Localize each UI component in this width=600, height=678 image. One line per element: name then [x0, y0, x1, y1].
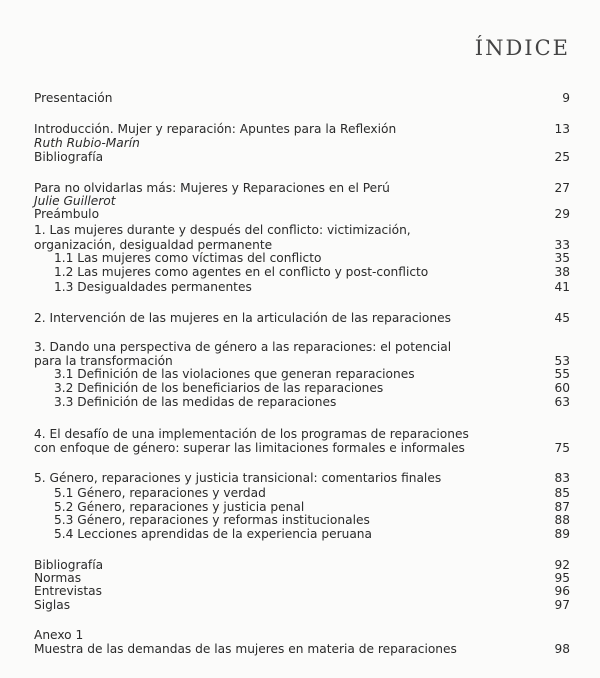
- toc-entry-title: Preámbulo: [34, 207, 100, 221]
- toc-entry-title: Entrevistas: [34, 584, 102, 598]
- toc-page-number: 45: [554, 311, 570, 325]
- toc-entry-title: 3.3 Definición de las medidas de reparaciones: [54, 395, 337, 409]
- toc-entry-title: 1.3 Desigualdades permanentes: [54, 280, 252, 294]
- toc-author: Ruth Rubio-Marín: [34, 136, 140, 150]
- toc-entry-title: 5.4 Lecciones aprendidas de la experiencia peruana: [54, 527, 372, 541]
- toc-page-number: 89: [554, 527, 570, 541]
- toc-page-number: 60: [554, 381, 570, 395]
- toc-entry: [34, 470, 570, 486]
- toc-page-number: 29: [554, 207, 570, 221]
- toc-entry: [34, 222, 570, 238]
- toc-entry-title: 5.1 Género, reparaciones y verdad: [54, 486, 266, 500]
- toc-page-number: 25: [554, 150, 570, 164]
- toc-page-number: 88: [554, 513, 570, 527]
- toc-entry-title: Muestra de las demandas de las mujeres en materia de reparaciones: [34, 642, 457, 656]
- toc-entry-title: Bibliografía: [34, 558, 104, 572]
- toc-entry-title: 4. El desafío de una implementación de los programas de reparaciones: [34, 427, 469, 441]
- page-title: ÍNDICE: [474, 36, 570, 61]
- toc-entry-title: 5.2 Género, reparaciones y justicia penal: [54, 500, 305, 514]
- toc-entry-title: Para no olvidarlas más: Mujeres y Reparaciones en el Perú: [34, 181, 390, 195]
- toc-entry-title: 5.3 Género, reparaciones y reformas institucionales: [54, 513, 370, 527]
- toc-page-number: 53: [554, 354, 570, 368]
- toc-entry-title: con enfoque de género: superar las limitaciones formales e informales: [34, 441, 465, 455]
- toc-page-number: 98: [554, 642, 570, 656]
- toc-entry-title: Anexo 1: [34, 628, 84, 642]
- toc-page-number: 85: [554, 486, 570, 500]
- toc-entry-title: 3.2 Definición de los beneficiarios de las reparaciones: [54, 381, 384, 395]
- toc-entry: [54, 526, 570, 542]
- toc-page-number: 55: [554, 367, 570, 381]
- toc-page-number: 41: [554, 280, 570, 294]
- toc-entry: [34, 310, 570, 326]
- toc-author: Julie Guillerot: [34, 194, 116, 208]
- toc-entry: [54, 394, 570, 410]
- toc-entry-title: 2. Intervención de las mujeres en la articulación de las reparaciones: [34, 311, 451, 325]
- toc-entry-title: organización, desigualdad permanente: [34, 238, 273, 252]
- toc-page-number: 33: [554, 238, 570, 252]
- toc-page-number: 9: [562, 91, 570, 105]
- toc-entry: [54, 279, 570, 295]
- toc-entry: [34, 90, 570, 106]
- toc-page-number: 13: [554, 122, 570, 136]
- toc-page-number: 35: [554, 251, 570, 265]
- toc-entry: [34, 149, 570, 165]
- toc-entry-title: Introducción. Mujer y reparación: Apuntes para la Reflexión: [34, 122, 397, 136]
- toc-entry-title: Normas: [34, 571, 82, 585]
- toc-entry-title: 1.1 Las mujeres como víctimas del conflicto: [54, 251, 322, 265]
- toc-entry-title: 3. Dando una perspectiva de género a las reparaciones: el potencial: [34, 340, 452, 354]
- toc-page-number: 97: [554, 598, 570, 612]
- toc-page-number: 95: [554, 571, 570, 585]
- toc-entry: [34, 641, 570, 657]
- toc-entry-title: 3.1 Definición de las violaciones que generan reparaciones: [54, 367, 415, 381]
- toc-page-number: 83: [554, 471, 570, 485]
- toc-entry: [34, 597, 570, 613]
- toc-page-number: 75: [554, 441, 570, 455]
- toc-entry-title: 1.2 Las mujeres como agentes en el conflicto y post-conflicto: [54, 265, 429, 279]
- toc-page-number: 87: [554, 500, 570, 514]
- toc-entry: [34, 206, 570, 222]
- toc-entry-title: Siglas: [34, 598, 71, 612]
- toc-page-number: 63: [554, 395, 570, 409]
- toc-page-number: 38: [554, 265, 570, 279]
- toc-entry-title: Bibliografía: [34, 150, 104, 164]
- toc-entry: [54, 264, 570, 280]
- toc-entry-title: Presentación: [34, 91, 113, 105]
- toc-entry: [34, 440, 570, 456]
- toc-entry-title: 1. Las mujeres durante y después del conflicto: victimización,: [34, 223, 411, 237]
- toc-page-number: 92: [554, 558, 570, 572]
- toc-entry-title: para la transformación: [34, 354, 173, 368]
- toc-entry-title: 5. Género, reparaciones y justicia transicional: comentarios finales: [34, 471, 442, 485]
- toc-page-number: 27: [554, 181, 570, 195]
- toc-page-number: 96: [554, 584, 570, 598]
